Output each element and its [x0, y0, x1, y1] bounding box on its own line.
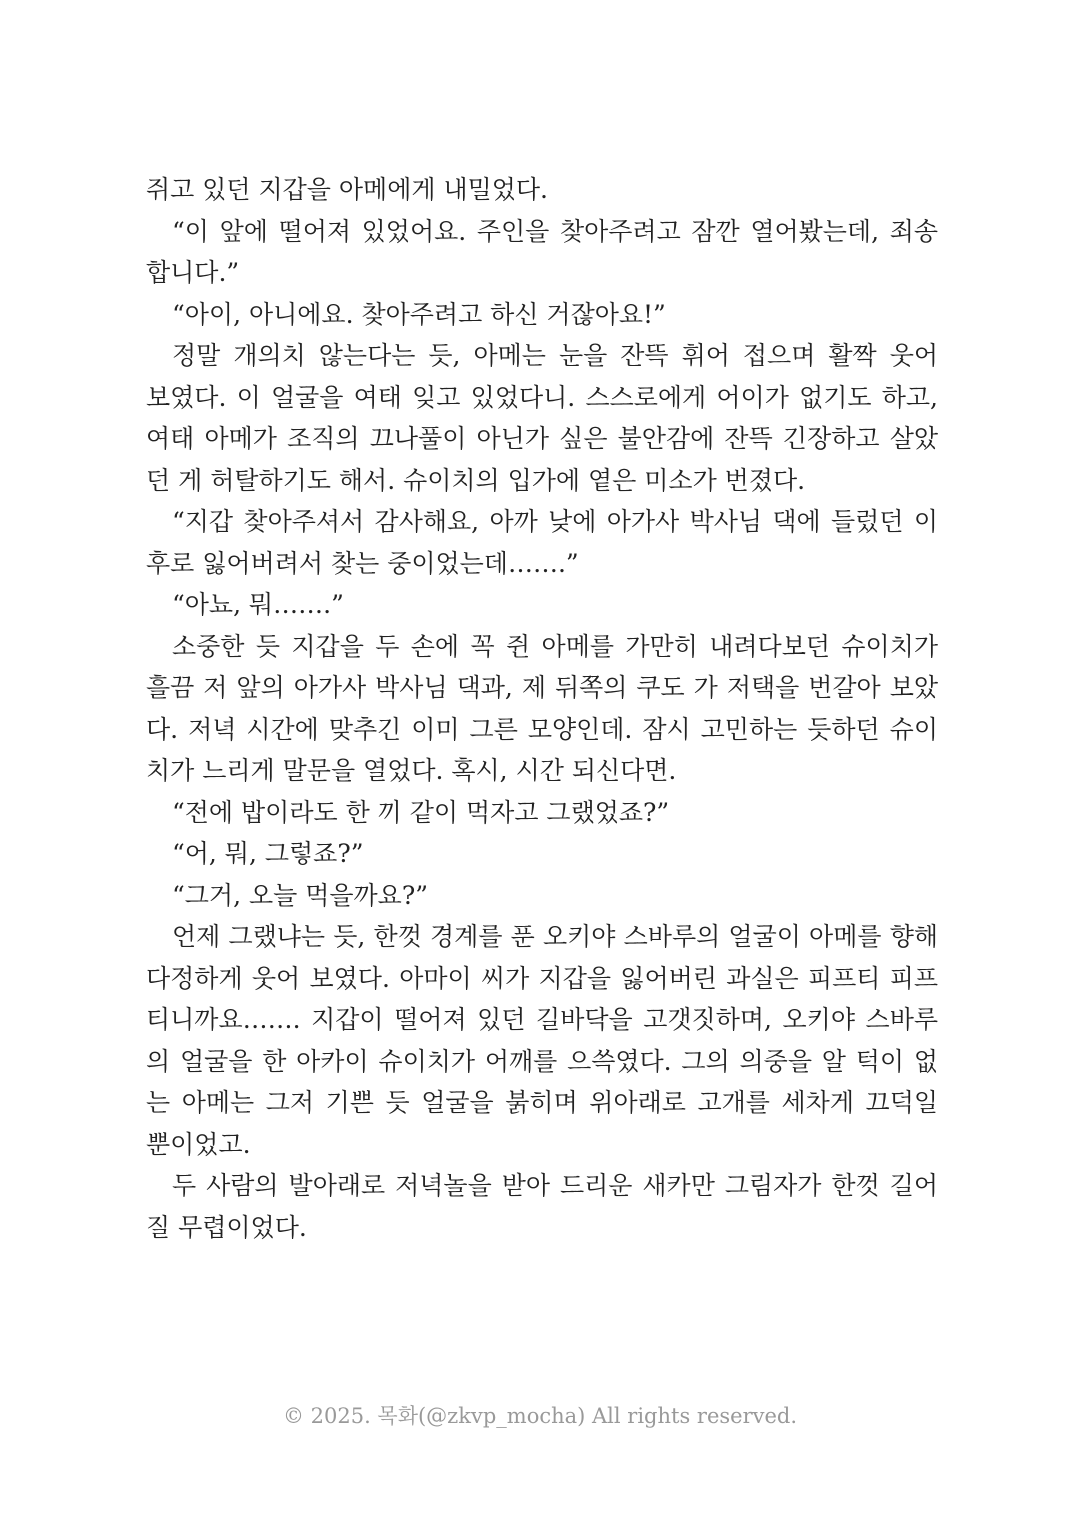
text-line: 쥐고 있던 지갑을 아메에게 내밀었다. — [146, 175, 548, 204]
text-line: 보였다. 이 얼굴을 여태 잊고 있었다니. 스스로에게 어이가 없기도 하고, — [146, 382, 938, 412]
text-line: 치가 느리게 말문을 열었다. 혹시, 시간 되신다면. — [146, 756, 677, 785]
text-line: “아이, 아니에요. 찾아주려고 하신 거잖아요!” — [172, 299, 666, 329]
text-line: 두 사람의 발아래로 저녁놀을 받아 드리운 새카만 그림자가 한껏 길어 — [172, 1171, 938, 1200]
text-line: “아뇨, 뭐…….” — [172, 590, 344, 619]
text-line: 후로 잃어버려서 찾는 중이었는데…….” — [146, 548, 579, 578]
text-line: 질 무렵이었다. — [146, 1212, 307, 1242]
text-line: 언제 그랬냐는 듯, 한껏 경계를 푼 오키야 스바루의 얼굴이 아메를 향해 — [172, 922, 938, 951]
text-line: 의 얼굴을 한 아카이 슈이치가 어깨를 으쓱였다. 그의 의중을 알 턱이 없 — [146, 1046, 938, 1076]
text-line: “지갑 찾아주셔서 감사해요, 아까 낮에 아가사 박사님 댁에 들렀던 이 — [172, 507, 938, 536]
text-line: 는 아메는 그저 기쁜 듯 얼굴을 붉히며 위아래로 고개를 세차게 끄덕일 — [146, 1088, 938, 1117]
text-line: 다. 저녁 시간에 맞추긴 이미 그른 모양인데. 잠시 고민하는 듯하던 슈이 — [146, 714, 938, 744]
copyright-notice: © 2025. 목화(@zkvp_mocha) All rights reserved. — [282, 1404, 798, 1428]
text-line: 여태 아메가 조직의 끄나풀이 아닌가 싶은 불안감에 잔뜩 긴장하고 살았 — [146, 424, 938, 453]
text-line: 던 게 허탈하기도 해서. 슈이치의 입가에 옅은 미소가 번졌다. — [146, 465, 806, 495]
body-text — [146, 169, 938, 1248]
text-line: 합니다.” — [146, 258, 240, 287]
text-line: 정말 개의치 않는다는 듯, 아메는 눈을 잔뜩 휘어 접으며 활짝 웃어 — [172, 341, 938, 370]
text-line: “어, 뭐, 그렇죠?” — [172, 839, 364, 868]
text-line: “전에 밥이라도 한 끼 같이 먹자고 그랬었죠?” — [172, 797, 670, 827]
text-line: “이 앞에 떨어져 있었어요. 주인을 찾아주려고 잠깐 열어봤는데, 죄송 — [172, 216, 938, 246]
text-line: 흘끔 저 앞의 아가사 박사님 댁과, 제 뒤쪽의 쿠도 가 저택을 번갈아 보았 — [146, 673, 938, 702]
text-line: 뿐이었고. — [146, 1129, 251, 1159]
text-line: 소중한 듯 지갑을 두 손에 꼭 쥔 아메를 가만히 내려다보던 슈이치가 — [172, 631, 938, 661]
text-line: “그거, 오늘 먹을까요?” — [172, 880, 429, 910]
text-line: 티니까요……. 지갑이 떨어져 있던 길바닥을 고갯짓하며, 오키야 스바루 — [146, 1005, 938, 1034]
text-line: 다정하게 웃어 보였다. 아마이 씨가 지갑을 잃어버린 과실은 피프티 피프 — [146, 963, 938, 993]
